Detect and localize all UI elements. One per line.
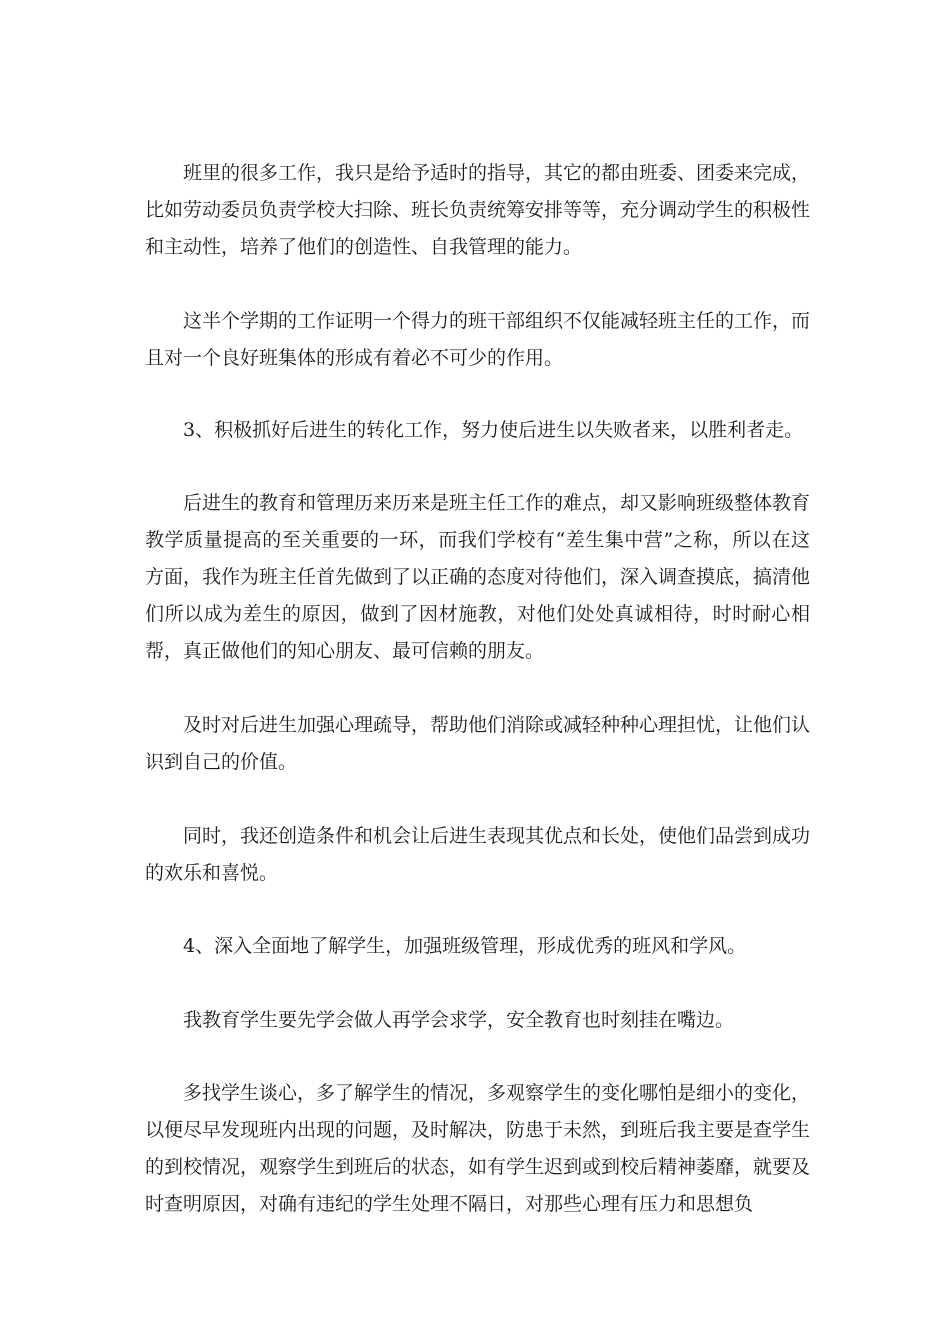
paragraph-class-committee: 班里的很多工作，我只是给予适时的指导，其它的都由班委、团委来完成，比如劳动委员负责学校大扫除、班长负责统筹安排等等，充分调动学生的积极性和主动性，培养了他们的创造性、自我管理的能力。 xyxy=(145,162,811,258)
paragraph-safety-education: 我教育学生要先学会做人再学会求学，安全教育也时刻挂在嘴边。 xyxy=(183,1009,735,1031)
paragraph-talk-with-students: 多找学生谈心，多了解学生的情况，多观察学生的变化哪怕是细小的变化，以便尽早发现班内出现的问题，及时解决，防患于未然，到班后我主要是查学生的到校情况，观察学生到班后的状态，如有学生迟到或到校后精神萎靡，就要及时查明原因，对确有违纪的学生处理不隔日，对那些心理有压力和思想负 xyxy=(145,1082,811,1215)
paragraph-class-cadre: 这半个学期的工作证明一个得力的班干部组织不仅能减轻班主任的工作，而且对一个良好班集体的形成有着必不可少的作用。 xyxy=(145,310,811,369)
paragraph-psychological-guidance: 及时对后进生加强心理疏导，帮助他们消除或减轻种种心理担忧，让他们认识到自己的价值。 xyxy=(145,714,811,773)
heading-item-4: 4、深入全面地了解学生，加强班级管理，形成优秀的班风和学风。 xyxy=(183,935,747,957)
heading-item-3: 3、积极抓好后进生的转化工作，努力使后进生以失败者来，以胜利者走。 xyxy=(183,419,804,441)
paragraph-underachievers: 后进生的教育和管理历来历来是班主任工作的难点，却又影响班级整体教育教学质量提高的至关重要的一环，而我们学校有“差生集中营”之称，所以在这方面，我作为班主任首先做到了以正确的态度对待他们，深入调查摸底，搞清他们所以成为差生的原因，做到了因材施教，对他们处处真诚相待，时时耐心相帮，真正做他们的知心朋友、最可信赖的朋友。 xyxy=(145,492,811,662)
paragraph-show-strengths: 同时，我还创造条件和机会让后进生表现其优点和长处，使他们品尝到成功的欢乐和喜悦。 xyxy=(145,825,811,884)
